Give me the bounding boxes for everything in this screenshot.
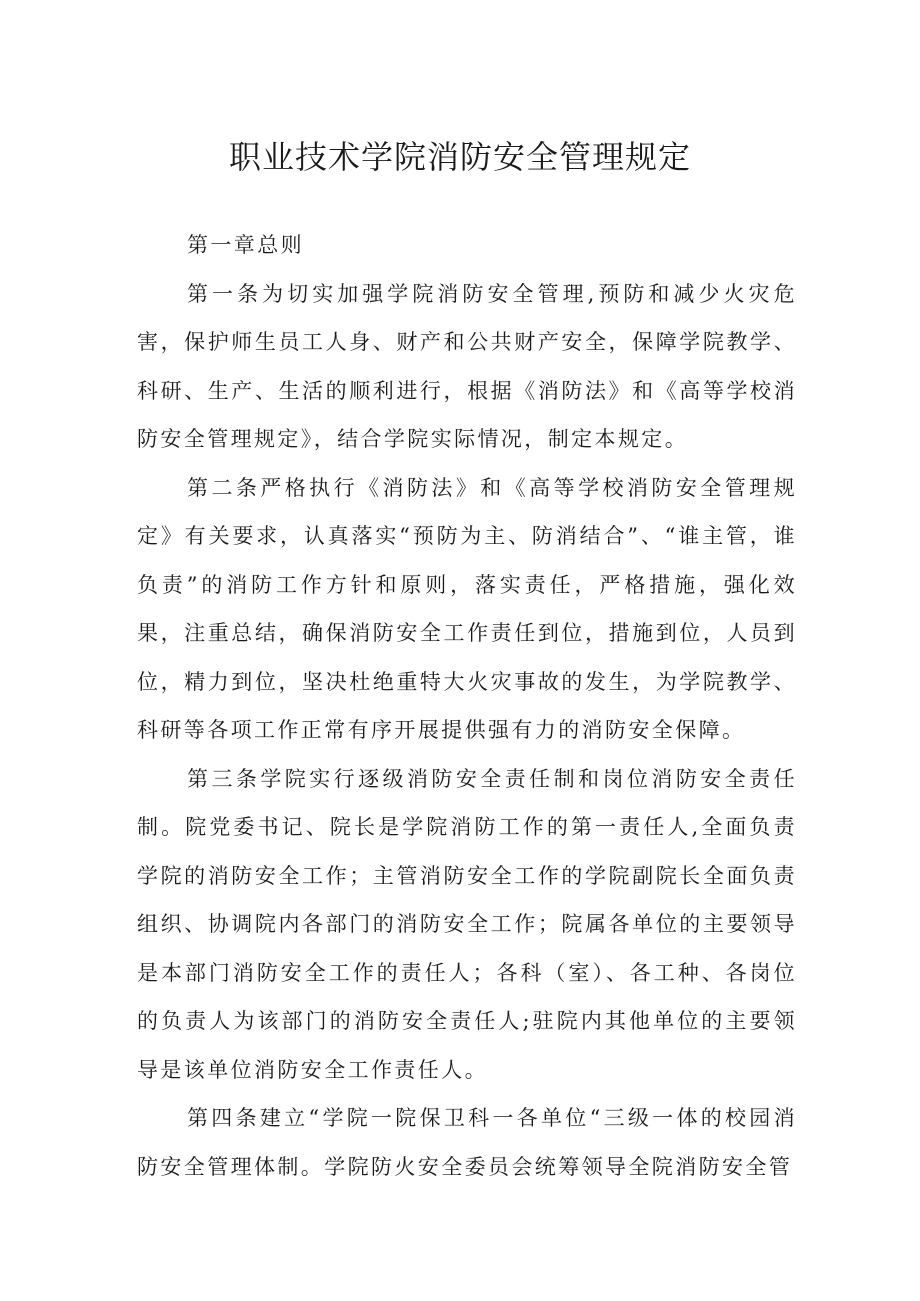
document-body bbox=[137, 221, 797, 1191]
article-1: 第一条为切实加强学院消防安全管理,预防和减少火灾危害，保护师生员工人身、财产和公共财产安全，保障学院教学、科研、生产、生活的顺利进行，根据《消防法》和《高等学校消防安全管理规定》，结合学院实际情况，制定本规定。 bbox=[137, 281, 797, 451]
article-2: 第二条严格执行《消防法》和《高等学校消防安全管理规定》有关要求，认真落实“预防为主、防消结合”、“谁主管，谁负责”的消防工作方针和原则，落实责任，严格措施，强化效果，注重总结，确保消防安全工作责任到位，措施到位，人员到位，精力到位，坚决杜绝重特大火灾事故的发生，为学院教学、科研等各项工作正常有序开展提供强有力的消防安全保障。 bbox=[137, 475, 797, 742]
article-3: 第三条学院实行逐级消防安全责任制和岗位消防安全责任制。院党委书记、院长是学院消防工作的第一责任人,全面负责学院的消防安全工作；主管消防安全工作的学院副院长全面负责组织、协调院内各部门的消防安全工作；院属各单位的主要领导是本部门消防安全工作的责任人；各科（室）、各工种、各岗位的负责人为该部门的消防安全责任人;驻院内其他单位的主要领导是该单位消防安全工作责任人。 bbox=[137, 766, 797, 1082]
document-title: 职业技术学院消防安全管理规定 bbox=[228, 138, 691, 176]
article-4: 第四条建立“学院一院保卫科一各单位“三级一体的校园消防安全管理体制。学院防火安全委员会统筹领导全院消防安全管 bbox=[137, 1106, 797, 1179]
chapter-heading: 第一章总则 bbox=[187, 233, 304, 257]
